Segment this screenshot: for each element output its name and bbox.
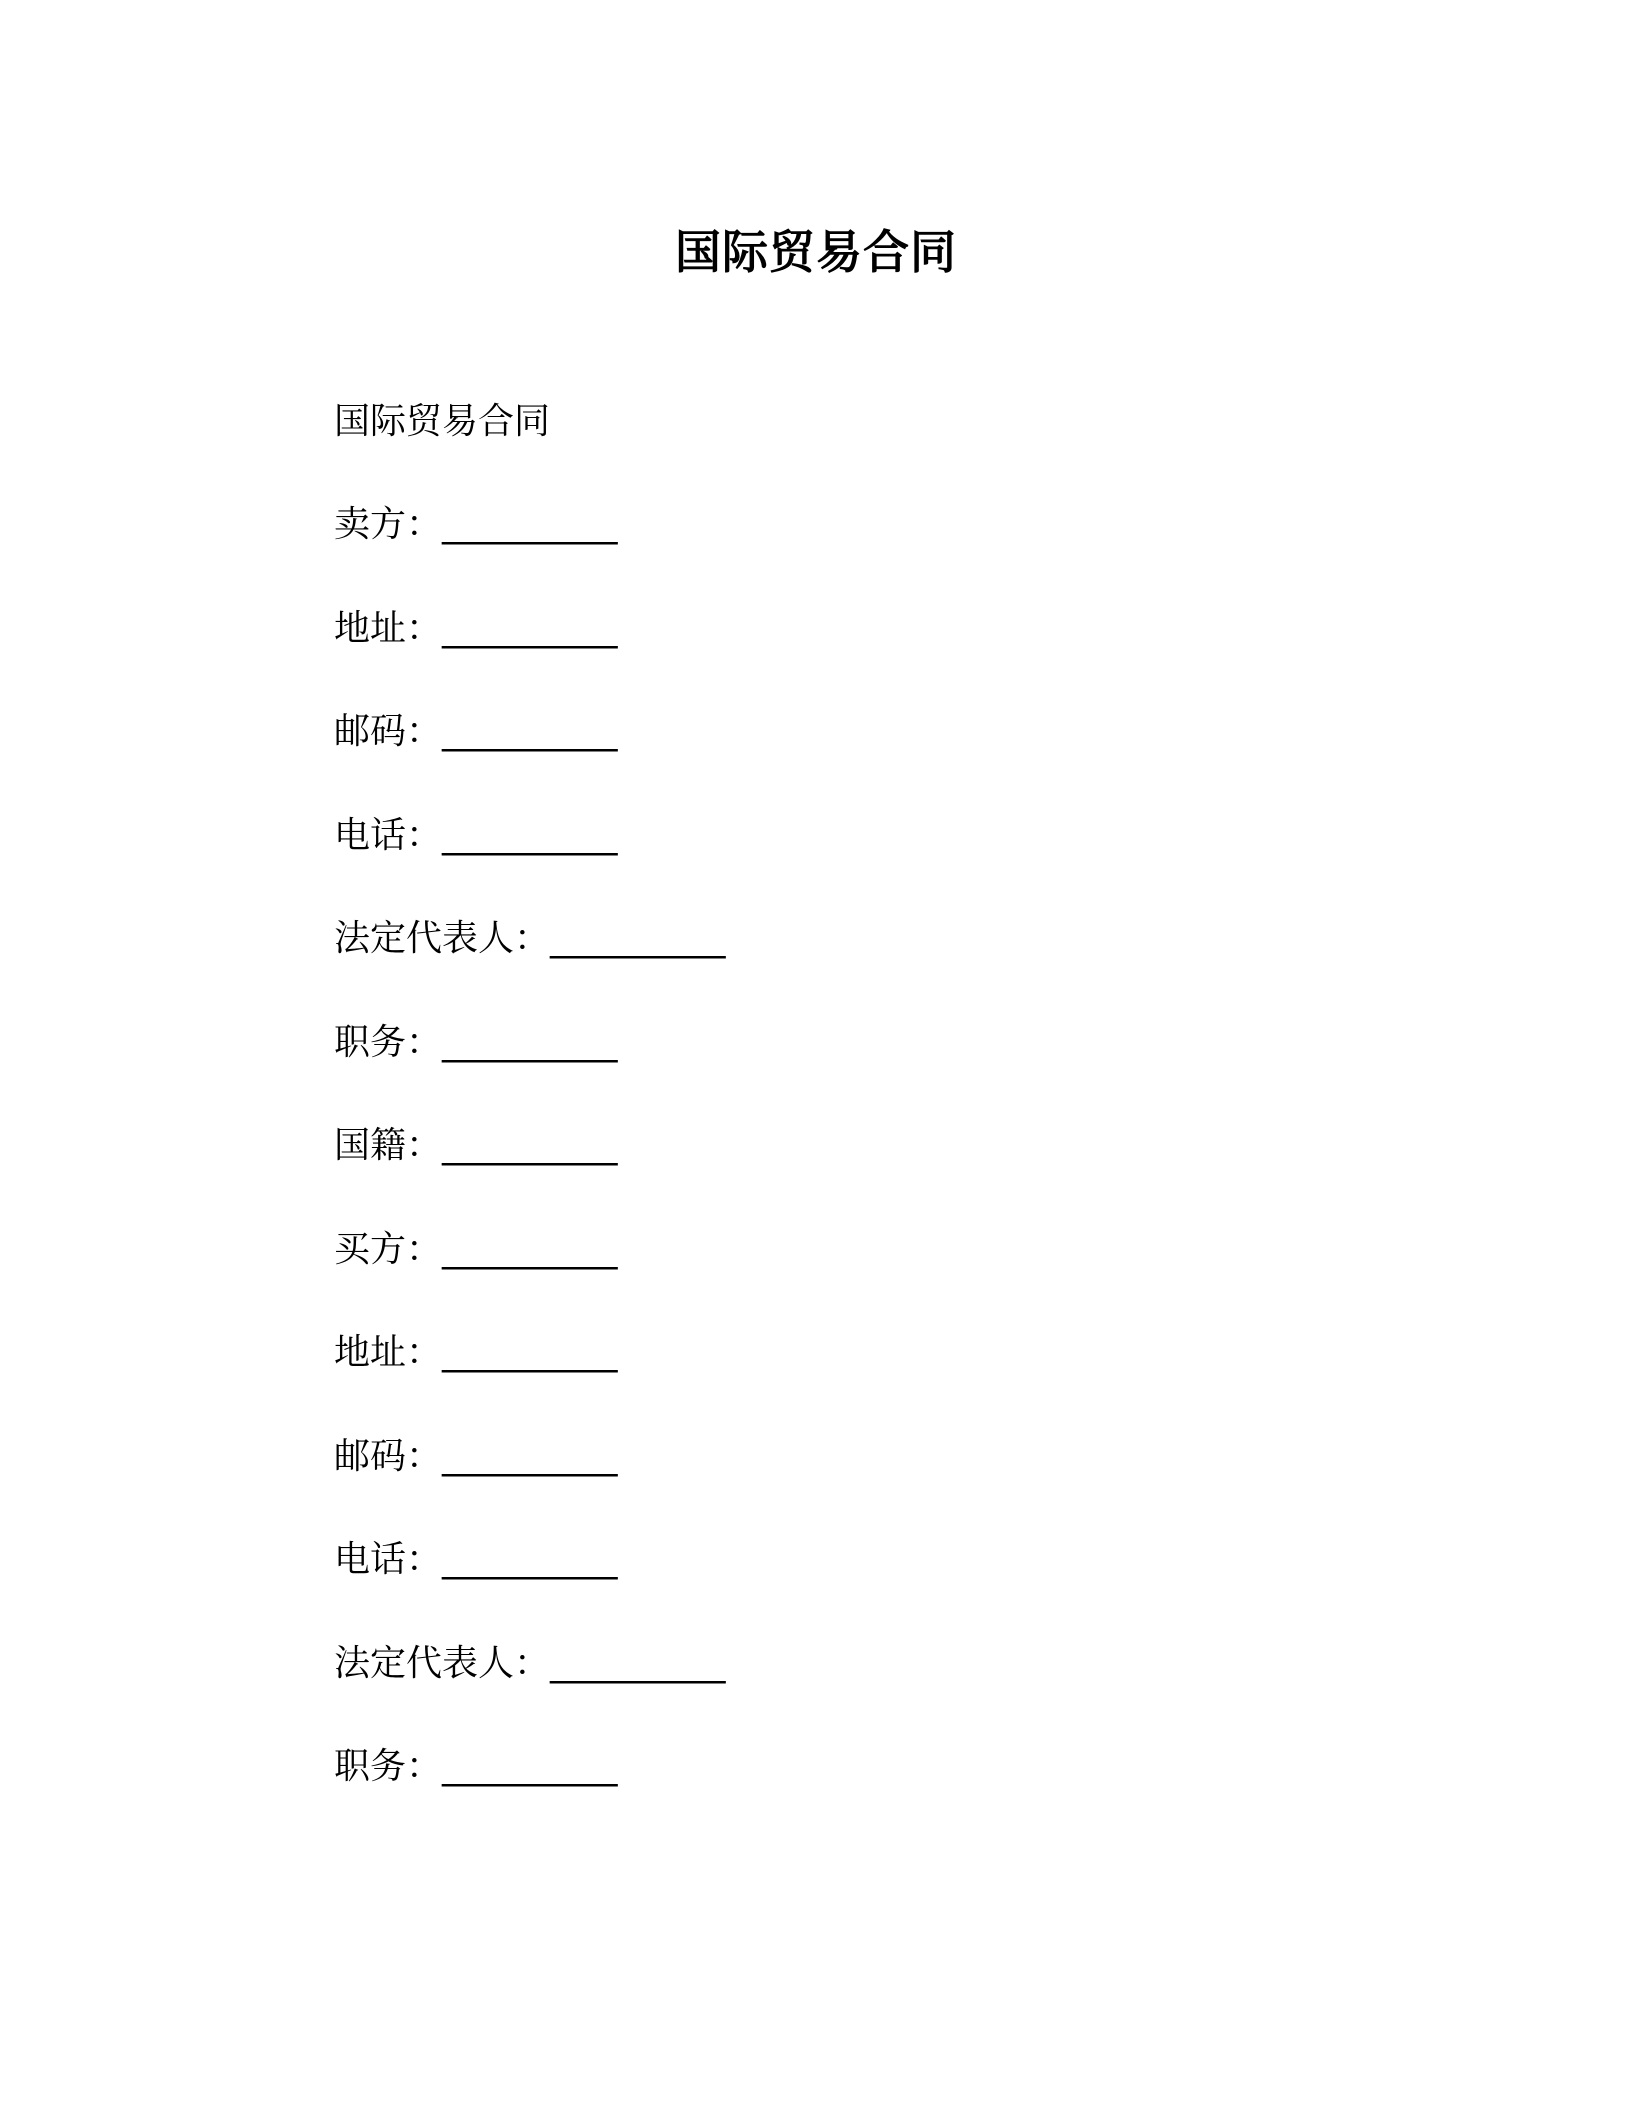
fill-in-blank: __________ [442,1022,618,1063]
fill-in-blank: __________ [442,1539,618,1580]
field-label: 法定代表人： [334,918,551,959]
field-label: 卖方： [334,504,443,545]
field-seller [334,500,617,550]
field-seller-nationality [334,1121,617,1171]
field-label: 职务： [334,1746,443,1787]
field-label: 地址： [334,1332,443,1373]
fill-in-blank: __________ [550,918,726,959]
field-label: 电话： [334,1539,443,1580]
fill-in-blank: __________ [442,1125,618,1166]
field-buyer-legal-representative [334,1639,725,1689]
fill-in-blank: __________ [442,504,618,545]
field-buyer [334,1225,617,1275]
field-seller-legal-representative [334,914,725,964]
document-title: 国际贸易合同 [675,225,957,279]
fill-in-blank: __________ [442,1436,618,1477]
fill-in-blank: __________ [442,608,618,649]
field-buyer-position [334,1742,617,1792]
field-label: 国籍： [334,1125,443,1166]
field-seller-postcode [334,707,617,757]
fill-in-blank: __________ [442,1229,618,1270]
field-label: 买方： [334,1229,443,1270]
field-label: 地址： [334,608,443,649]
field-label: 电话： [334,815,443,856]
field-buyer-postcode [334,1432,617,1482]
fill-in-blank: __________ [442,1746,618,1787]
fill-in-blank: __________ [442,815,618,856]
field-seller-address [334,604,617,654]
field-label: 邮码： [334,711,443,752]
fill-in-blank: __________ [550,1643,726,1684]
field-label: 法定代表人： [334,1643,551,1684]
field-label: 邮码： [334,1436,443,1477]
field-label: 职务： [334,1022,443,1063]
fill-in-blank: __________ [442,711,618,752]
field-seller-position [334,1018,617,1068]
fill-in-blank: __________ [442,1332,618,1373]
field-seller-phone [334,811,617,861]
field-buyer-address [334,1328,617,1378]
document-subtitle: 国际贸易合同 [334,401,551,442]
field-buyer-phone [334,1535,617,1585]
